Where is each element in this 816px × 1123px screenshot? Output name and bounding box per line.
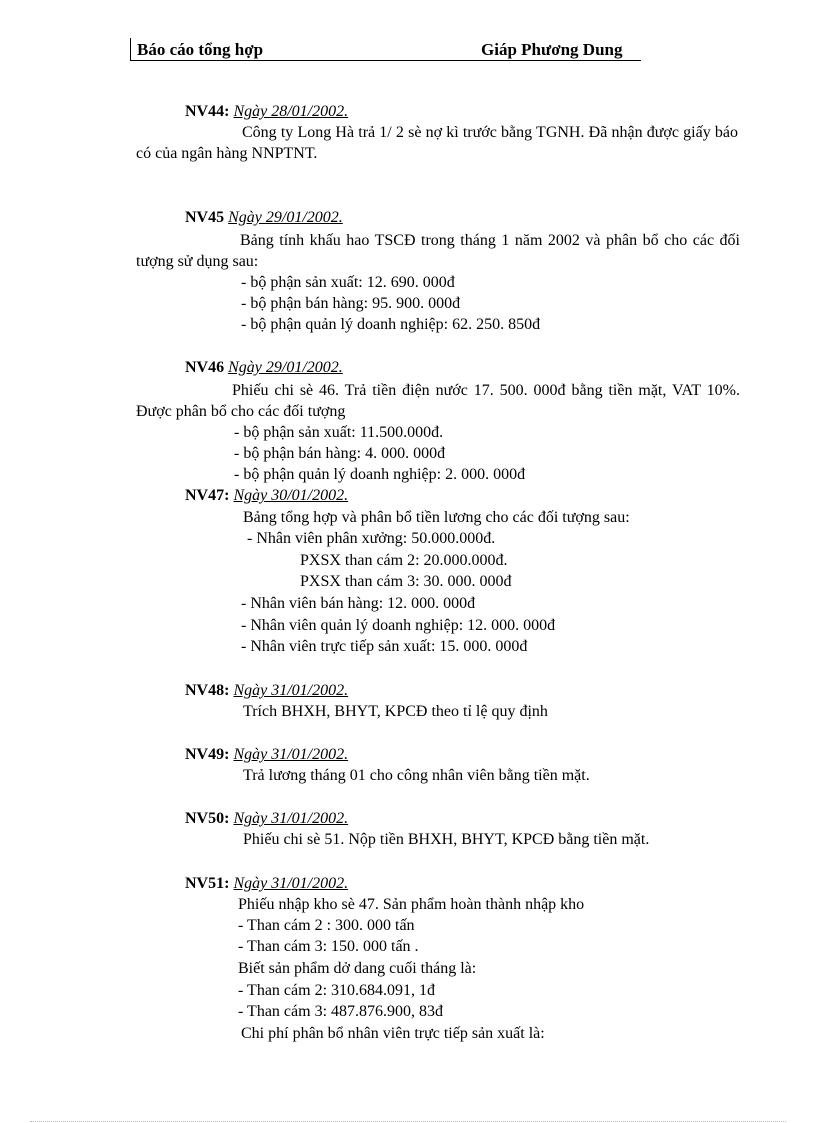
- list-item: Biết sản phẩm dở dang cuối tháng là:: [238, 960, 477, 977]
- entry-text: Trả lương tháng 01 cho công nhân viên bằng tiền mặt.: [243, 767, 590, 784]
- list-item: - Nhân viên phân xưởng: 50.000.000đ.: [247, 530, 496, 547]
- list-item: - bộ phận quản lý doanh nghiệp: 2. 000. 000đ: [234, 466, 526, 483]
- header-author: Giáp Phương Dung: [481, 40, 623, 59]
- list-item: - bộ phận sản xuất: 11.500.000đ.: [234, 424, 444, 441]
- list-item: - bộ phận quản lý doanh nghiệp: 62. 250. 850đ: [241, 316, 541, 333]
- entry-heading: [185, 486, 348, 506]
- list-item: - bộ phận bán hàng: 95. 900. 000đ: [241, 295, 461, 312]
- list-item: Chi phí phân bổ nhân viên trực tiếp sản xuất là:: [241, 1025, 545, 1042]
- entry-heading: [185, 208, 343, 228]
- entry-label: NV51:: [185, 875, 230, 892]
- list-item: - Nhân viên quản lý doanh nghiệp: 12. 000. 000đ: [241, 617, 556, 634]
- page-header: [130, 38, 641, 61]
- entry-label: NV44:: [185, 103, 230, 120]
- entry-heading: [185, 745, 348, 765]
- entry-date: Ngày 31/01/2002.: [233, 875, 349, 892]
- page-bottom-divider: [30, 1121, 786, 1122]
- entry-date: Ngày 31/01/2002.: [233, 682, 349, 699]
- list-item: - bộ phận bán hàng: 4. 000. 000đ: [234, 445, 446, 462]
- entry-heading: [185, 358, 343, 378]
- entry-date: Ngày 31/01/2002.: [233, 810, 349, 827]
- entry-label: NV50:: [185, 810, 230, 827]
- entry-heading: [185, 102, 348, 122]
- list-item: - Than cám 2: 310.684.091, 1đ: [238, 982, 436, 999]
- entry-date: Ngày 29/01/2002.: [228, 359, 343, 376]
- entry-date: Ngày 29/01/2002.: [228, 209, 343, 226]
- entry-text: Phiếu chi sè 46. Trả tiền điện nước 17. 500. 000đ bằng tiền mặt, VAT 10%. Được phân bổ cho các đối tượng: [136, 382, 740, 420]
- entry-text: Bảng tổng hợp và phân bổ tiền lương cho các đối tượng sau:: [243, 509, 630, 526]
- list-item: - Than cám 3: 150. 000 tấn .: [238, 938, 419, 955]
- list-item: - Than cám 3: 487.876.900, 83đ: [238, 1003, 444, 1020]
- entry-date: Ngày 28/01/2002.: [233, 103, 349, 120]
- entry-text: Công ty Long Hà trả 1/ 2 sè nợ kì trước bằng TGNH. Đã nhận được giấy báo có của ngân hàng NNPTNT.: [136, 124, 738, 162]
- entry-text: Trích BHXH, BHYT, KPCĐ theo tỉ lệ quy định: [243, 703, 548, 720]
- entry-text: Phiếu nhập kho sè 47. Sản phẩm hoàn thành nhập kho: [238, 896, 585, 913]
- list-item: - Nhân viên trực tiếp sản xuất: 15. 000. 000đ: [241, 638, 528, 655]
- entry-text: Bảng tính khấu hao TSCĐ trong tháng 1 năm 2002 và phân bổ cho các đối tượng sử dụng sau:: [136, 232, 740, 270]
- header-title: Báo cáo tổng hợp: [137, 40, 264, 59]
- entry-label: NV45: [185, 209, 225, 226]
- entry-date: Ngày 31/01/2002.: [233, 746, 349, 763]
- entry-label: NV46: [185, 359, 225, 376]
- entry-date: Ngày 30/01/2002.: [233, 487, 349, 504]
- entry-heading: [185, 681, 348, 701]
- entry-label: NV47:: [185, 487, 230, 504]
- list-item: - Than cám 2 : 300. 000 tấn: [238, 917, 415, 934]
- list-item: - Nhân viên bán hàng: 12. 000. 000đ: [241, 595, 476, 612]
- list-item: - bộ phận sản xuất: 12. 690. 000đ: [241, 274, 455, 291]
- entry-text: Phiếu chi sè 51. Nộp tiền BHXH, BHYT, KPCĐ bằng tiền mặt.: [243, 831, 650, 848]
- list-item: PXSX than cám 2: 20.000.000đ.: [300, 552, 508, 569]
- entry-heading: [185, 874, 348, 894]
- entry-label: NV49:: [185, 746, 230, 763]
- entry-heading: [185, 809, 348, 829]
- entry-label: NV48:: [185, 682, 230, 699]
- list-item: PXSX than cám 3: 30. 000. 000đ: [300, 573, 512, 590]
